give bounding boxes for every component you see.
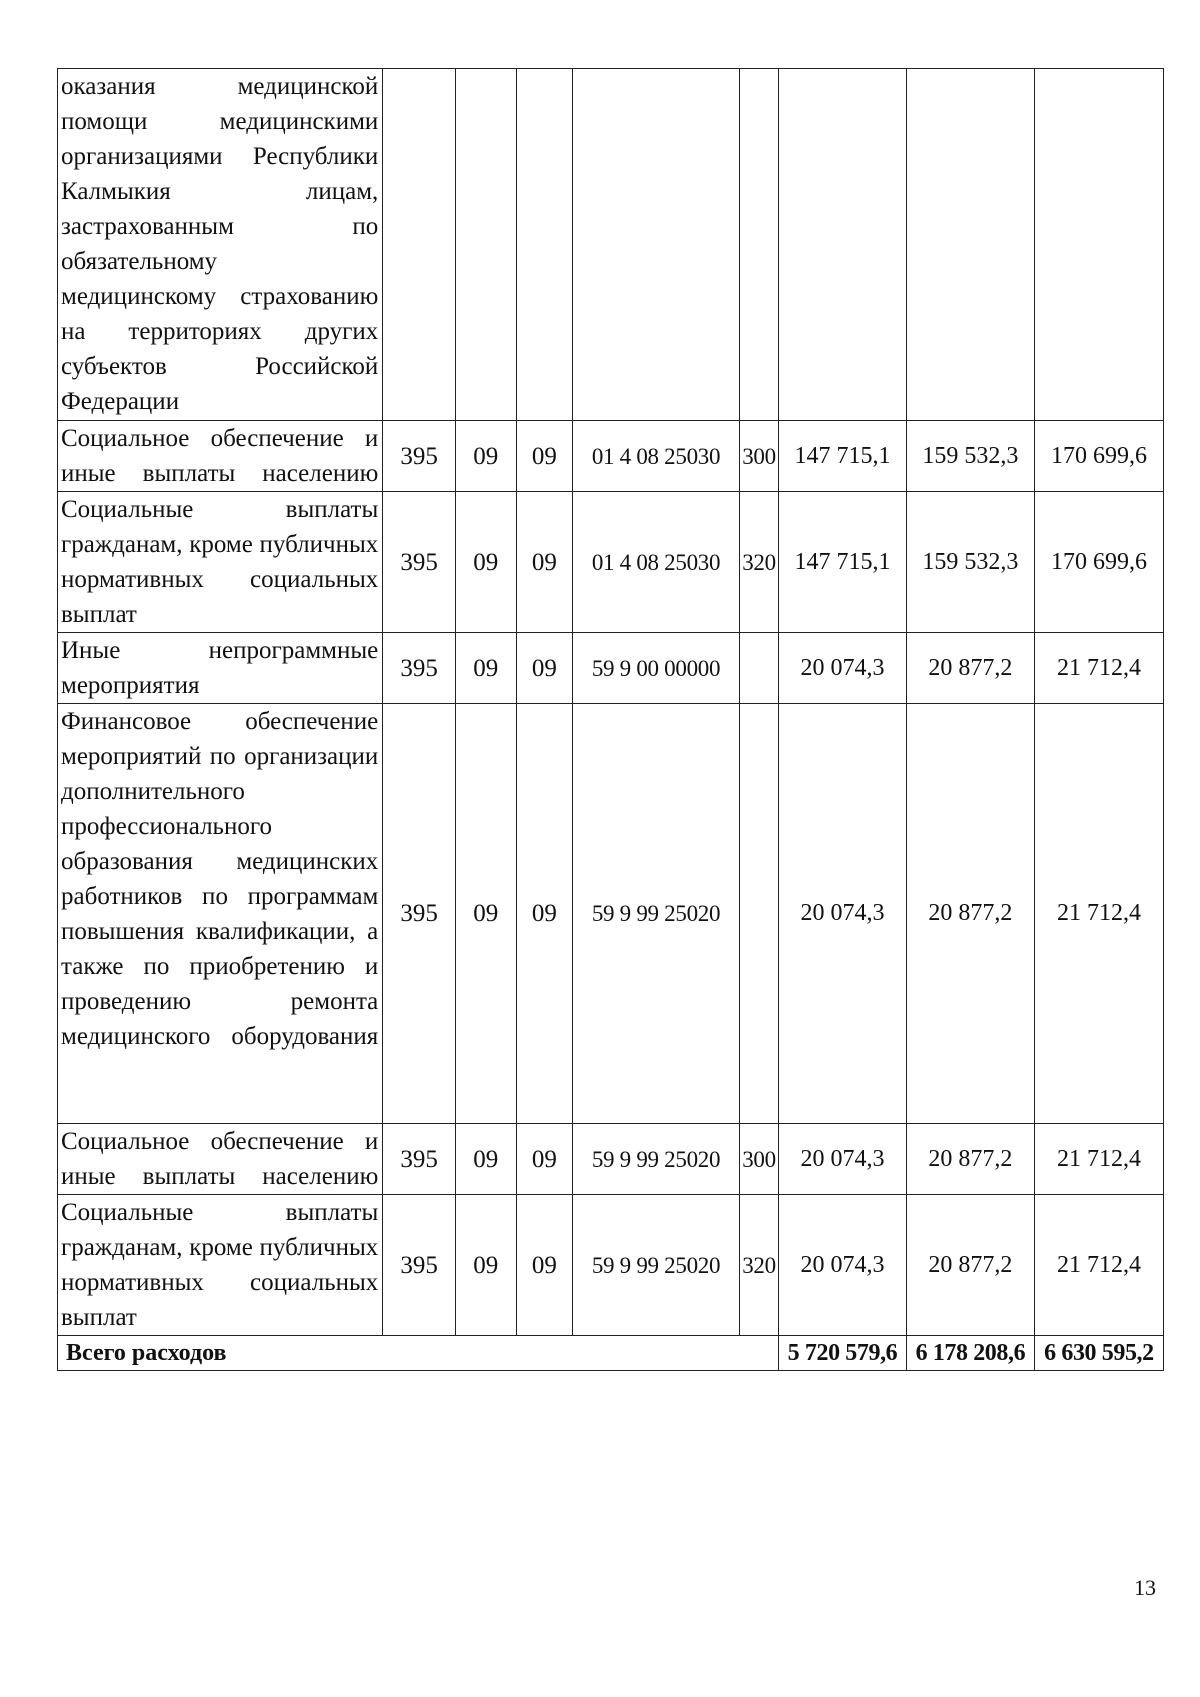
amount-year-3: 21 712,4 xyxy=(1034,704,1163,1124)
section-code: 09 xyxy=(455,1124,516,1195)
target-article-code: 01 4 08 25030 xyxy=(573,492,740,633)
table-row xyxy=(58,421,1164,492)
amount-year-3: 170 699,6 xyxy=(1034,492,1163,633)
amount-year-2: 20 877,2 xyxy=(906,633,1034,704)
subsection-code: 09 xyxy=(516,492,572,633)
expense-description: Социальные выплаты гражданам, кроме публичных нормативных социальных выплат xyxy=(58,1195,383,1336)
target-article-code: 01 4 08 25030 xyxy=(573,421,740,492)
amount-year-3: 21 712,4 xyxy=(1034,633,1163,704)
section-code: 09 xyxy=(455,704,516,1124)
expense-type-code: 320 xyxy=(739,1195,778,1336)
table-row xyxy=(58,633,1164,704)
expense-description: оказания медицинской помощи медицинскими организациями Республики Калмыкия лицам, застрахованным по обязательному медицинскому страхованию на территориях других субъектов Российской Федерации xyxy=(58,69,383,421)
expense-type-code: 300 xyxy=(739,1124,778,1195)
expense-description: Финансовое обеспечение мероприятий по организации дополнительного профессионального образования медицинских работников по программам повышения квалификации, а также по приобретению и проведению ремонта медицинского оборудования xyxy=(58,704,383,1124)
section-code: 09 xyxy=(455,1195,516,1336)
amount-year-2: 20 877,2 xyxy=(906,1195,1034,1336)
table-row xyxy=(58,1124,1164,1195)
subsection-code: 09 xyxy=(516,421,572,492)
amount-year-1: 147 715,1 xyxy=(779,421,907,492)
subsection-code: 09 xyxy=(516,704,572,1124)
section-code: 09 xyxy=(455,633,516,704)
amount-year-2: 20 877,2 xyxy=(906,704,1034,1124)
section-code: 09 xyxy=(455,492,516,633)
target-article-code: 59 9 99 25020 xyxy=(573,1195,740,1336)
page-number: 13 xyxy=(1134,1575,1156,1600)
amount-year-1: 147 715,1 xyxy=(779,492,907,633)
amount-year-2: 159 532,3 xyxy=(906,492,1034,633)
expense-description: Социальное обеспечение и иные выплаты населению xyxy=(58,1124,383,1195)
grbs-code: 395 xyxy=(383,421,456,492)
amount-year-3: 21 712,4 xyxy=(1034,1124,1163,1195)
amount-year-2 xyxy=(906,69,1034,421)
budget-expenditure-table xyxy=(57,68,1164,1371)
subsection-code: 09 xyxy=(516,633,572,704)
table-row xyxy=(58,69,1164,421)
expense-type-code: 300 xyxy=(739,421,778,492)
total-year-3: 6 630 595,2 xyxy=(1034,1336,1163,1371)
grbs-code: 395 xyxy=(383,1124,456,1195)
grbs-code: 395 xyxy=(383,633,456,704)
total-row xyxy=(58,1336,1164,1371)
amount-year-3: 170 699,6 xyxy=(1034,421,1163,492)
total-year-1: 5 720 579,6 xyxy=(779,1336,907,1371)
subsection-code: 09 xyxy=(516,1124,572,1195)
target-article-code: 59 9 99 25020 xyxy=(573,1124,740,1195)
amount-year-2: 20 877,2 xyxy=(906,1124,1034,1195)
expense-description: Иные непрограммные мероприятия xyxy=(58,633,383,704)
expense-description: Социальные выплаты гражданам, кроме публичных нормативных социальных выплат xyxy=(58,492,383,633)
amount-year-1 xyxy=(779,69,907,421)
subsection-code: 09 xyxy=(516,1195,572,1336)
expense-type-code xyxy=(739,704,778,1124)
target-article-code xyxy=(573,69,740,421)
amount-year-3 xyxy=(1034,69,1163,421)
amount-year-1: 20 074,3 xyxy=(779,1195,907,1336)
table-row xyxy=(58,492,1164,633)
total-label: Всего расходов xyxy=(58,1336,779,1371)
table-row xyxy=(58,1195,1164,1336)
expense-type-code xyxy=(739,633,778,704)
subsection-code xyxy=(516,69,572,421)
grbs-code xyxy=(383,69,456,421)
grbs-code: 395 xyxy=(383,704,456,1124)
total-year-2: 6 178 208,6 xyxy=(906,1336,1034,1371)
section-code xyxy=(455,69,516,421)
expense-type-code xyxy=(739,69,778,421)
amount-year-3: 21 712,4 xyxy=(1034,1195,1163,1336)
expense-description: Социальное обеспечение и иные выплаты населению xyxy=(58,421,383,492)
amount-year-1: 20 074,3 xyxy=(779,704,907,1124)
target-article-code: 59 9 00 00000 xyxy=(573,633,740,704)
amount-year-2: 159 532,3 xyxy=(906,421,1034,492)
expense-type-code: 320 xyxy=(739,492,778,633)
grbs-code: 395 xyxy=(383,492,456,633)
amount-year-1: 20 074,3 xyxy=(779,633,907,704)
amount-year-1: 20 074,3 xyxy=(779,1124,907,1195)
target-article-code: 59 9 99 25020 xyxy=(573,704,740,1124)
section-code: 09 xyxy=(455,421,516,492)
grbs-code: 395 xyxy=(383,1195,456,1336)
table-row xyxy=(58,704,1164,1124)
